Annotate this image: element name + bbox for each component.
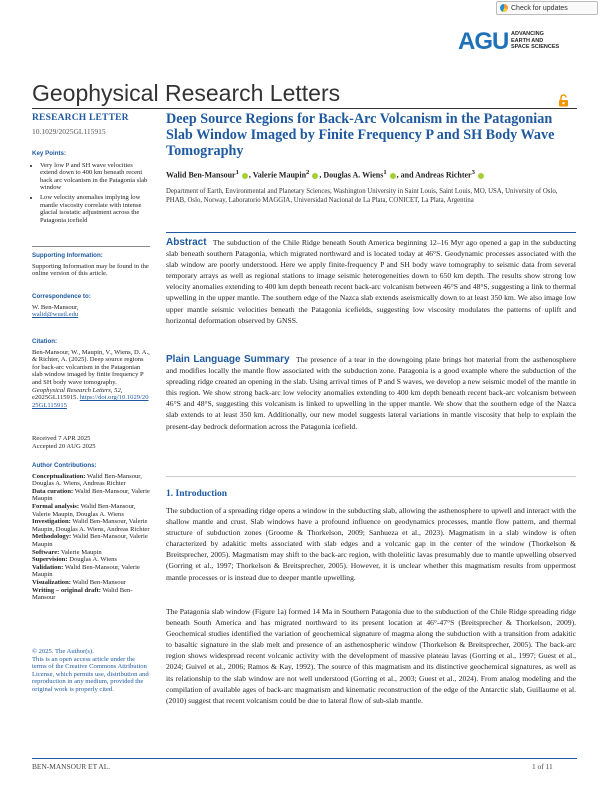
contribution-authors: Valerie Maupin bbox=[60, 548, 102, 556]
contributions-heading: Author Contributions: bbox=[32, 462, 97, 469]
article-type: RESEARCH LETTER bbox=[32, 113, 129, 123]
supporting-heading: Supporting Information: bbox=[32, 252, 103, 259]
abstract-text: The subduction of the Chile Ridge beneath South America beginning 12–16 Myr ago opened a gap in the subducting slab beneath southern Patagonia, which migrated northward and is located today at 46°S. Geodynamic processes associated with the slab window are poorly understood. Here we apply finite-frequency P and SH body wave tomography to seismic data from several temporary arrays as well as regional stations to image seismic heterogeneities down to 650 km depth. The results show strong low velocity anomalies extending to 400 km depth beneath recent back-arc volcanism between 46°S and 48°S, suggesting a link to thermal upwelling in the upper mantle. The southern edge of the Nazca slab extends aseismically down to at least 350 km. We also image low upper mantle seismic velocities beneath the Patagonia icefields, suggesting low viscosity modulates the patterns of uplift and horizontal deformation observed by GNSS. bbox=[166, 238, 576, 325]
abstract-heading: Abstract bbox=[166, 237, 207, 248]
orcid-icon[interactable] bbox=[312, 173, 318, 179]
contribution-role: Validation: bbox=[32, 563, 64, 571]
agu-logo: AGU bbox=[458, 28, 509, 55]
contribution-item bbox=[32, 473, 150, 488]
agu-tagline-1: ADVANCING bbox=[511, 31, 544, 37]
author-1[interactable]: Walid Ben-Mansour bbox=[166, 170, 236, 180]
contribution-authors: Walid Ben-Mansour, Valerie Maupin, Douglas A. Wiens bbox=[32, 502, 136, 518]
citation-journal: Geophysical Research Letters, 52, bbox=[32, 386, 123, 394]
supporting-info bbox=[32, 252, 150, 278]
orcid-icon[interactable] bbox=[242, 173, 248, 179]
key-points-heading: Key Points: bbox=[32, 150, 67, 157]
journal-title: Geophysical Research Letters bbox=[32, 80, 341, 106]
author-3-affil: 1 bbox=[383, 169, 387, 176]
correspondence-name: W. Ben-Mansour, bbox=[32, 303, 79, 311]
contribution-role: Data curation: bbox=[32, 487, 74, 495]
intro-paragraph-2: The Patagonia slab window (Figure 1a) formed 14 Ma in Southern Patagonia due to the subduction of the Chile Ridge spreading ridge beneath South America and has migrated northward to its present location at 46°-47°S (Breitsprecher & Thorkelson, 2009). Geochemical studies identified the variation of geochemical signature of magma along the subduction with a transition from adakitic to basaltic signature in the slab melt and presence of an asthenospheric window (Thorkelson & Breitsprecher, 2005). The back-arc region shows widespread recent volcanic activity with the development of massive plateau lavas (Gorring et al., 1997; Guest et al., 2024; Guivel et al., 2006; Ramos & Kay, 1992). The source of this magmatism and its distinctive geochemical signatures, as well as its relationship to the slab window are not well understood (Gorring et al., 2003; Guest et al., 2024). From analog modeling and the compilation of available ages of back-arc magmatism and kinematic reconstruction of the edge of the Antarctic slab, Guillaume et al. (2010) suggest that recent volcanism could be due to lateral flow of sub-slab mantle. bbox=[166, 607, 576, 705]
accepted-date: Accepted 20 AUG 2025 bbox=[32, 442, 96, 450]
key-points bbox=[32, 150, 150, 226]
citation bbox=[32, 338, 150, 409]
section-rule bbox=[166, 476, 576, 477]
citation-doi-link[interactable]: https://doi.org/10.1029/2025GL115915 bbox=[32, 394, 149, 409]
footer-rule bbox=[32, 758, 577, 759]
contribution-item bbox=[32, 503, 150, 518]
intro-heading: 1. Introduction bbox=[166, 489, 228, 499]
contribution-authors: Walid Ben-Mansour bbox=[72, 578, 126, 586]
contribution-item bbox=[32, 533, 150, 548]
contribution-role: Software: bbox=[32, 548, 60, 556]
check-updates-label: Check for updates bbox=[511, 4, 568, 12]
author-4-affil: 3 bbox=[471, 169, 475, 176]
dates bbox=[32, 435, 150, 450]
agu-tagline bbox=[511, 31, 559, 51]
author-contributions bbox=[32, 462, 150, 602]
contribution-authors: Walid Ben-Mansour, Valerie Maupin bbox=[32, 487, 150, 503]
intro-paragraph-1: The subduction of a spreading ridge opens a window in the subducting slab, allowing the asthenosphere to upwell and interact with the shallow mantle and crust. Slab windows have a profound influence on geodynamics processes, mantle flow pattern, and thermal structure of subduction zones (Groome & Thorkelson, 2009; Sanhueza et al., 2023). Magmatism in a slab window is often characterized by adakitic melts associated with slab edges and a volcanic gap in the center of the window (Thorkelson & Breitsprecher, 2005). Magmatism may shift to the back-arc region, with tholeiitic lavas presumably due to mantle upwelling observed (Gorring et al., 1997; Thorkelson & Breitsprecher, 2005). However, it is unclear whether this magmatism results from uppermost mantle processes or is instead due to deeper mantle upwelling. bbox=[166, 506, 576, 582]
agu-tagline-2: EARTH AND bbox=[511, 37, 544, 44]
contribution-item bbox=[32, 549, 150, 557]
contribution-authors: Walid Ben-Mansour, Valerie Maupin bbox=[32, 533, 148, 548]
contribution-item bbox=[32, 518, 150, 533]
contribution-authors: Walid Ben-Mansour, Valerie Maupin bbox=[32, 563, 140, 579]
contribution-authors: Walid Ben-Mansour, Valerie Maupin, Douglas A. Wiens, Andreas Richter bbox=[32, 518, 150, 533]
contribution-role: Visualization: bbox=[32, 578, 71, 586]
abstract-rule bbox=[166, 232, 576, 233]
author-3[interactable]: Douglas A. Wiens bbox=[323, 170, 384, 180]
correspondence bbox=[32, 293, 150, 319]
page-number: 1 of 11 bbox=[532, 762, 553, 771]
plain-language-summary bbox=[166, 354, 576, 432]
correspondence-email-link[interactable]: walid@wustl.edu bbox=[32, 311, 79, 319]
contribution-item bbox=[32, 488, 150, 503]
contribution-role: Conceptualization: bbox=[32, 472, 86, 480]
pls-text: The presence of a tear in the downgoing plate brings hot material from the asthenosphere and modifies locally the mantle flow associated with the subduction zone. Patagonia is a good example where the subduction of the spreading ridge created an opening in the slab. Using arrival times of P and S waves, we develop a new seismic model of the mantle in this region. We show strong back-arc low velocity anomalies extending to 400 km depth beneath recent back-arc volcanism between 46°S and 48°S, suggesting this volcanism is linked to upwelling in the upper mantle. We show that the southern edge of the Nazca slab extends to at least 350 km. Additionally, our new model suggests lateral variations in mantle viscosity that help to explain the present-day bedrock deformation across the Patagonia icefield. bbox=[166, 355, 576, 431]
orcid-icon[interactable] bbox=[478, 173, 484, 179]
contribution-role: Supervision: bbox=[32, 556, 68, 564]
contribution-role: Formal analysis: bbox=[32, 502, 80, 510]
affiliations: Department of Earth, Environmental and Planetary Sciences, Washington University in Saint Louis, Saint Louis, MO, USA, University of Oslo, PHAB, Oslo, Norway, Laboratorio MAGGIA, Universidad Nacional de La Plata, CONICET, La Plata, Argentina bbox=[166, 188, 558, 205]
author-2[interactable]: Valerie Maupin bbox=[252, 170, 307, 180]
citation-text: Ben-Mansour, W., Maupin, V., Wiens, D. A., & Richter, A. (2025). Deep source regions for back-arc volcanism in the Patagonian slab window imaged by finite frequency P and SH body wave tomography. bbox=[32, 348, 150, 386]
received-date: Received 7 APR 2025 bbox=[32, 435, 91, 442]
contribution-role: Methodology: bbox=[32, 533, 72, 541]
header-rule bbox=[32, 108, 577, 109]
crossmark-icon bbox=[500, 4, 508, 12]
contribution-item bbox=[32, 579, 150, 587]
correspondence-heading: Correspondence to: bbox=[32, 293, 91, 300]
copyright: © 2025. The Author(s). bbox=[32, 648, 94, 655]
license-text[interactable]: This is an open access article under the terms of the Creative Commons Attribution License, which permits use, distribution and reproduction in any medium, provided the original work is properly cited. bbox=[32, 655, 149, 693]
citation-heading: Citation: bbox=[32, 338, 58, 345]
contributions-list bbox=[32, 473, 150, 602]
abstract bbox=[166, 237, 576, 326]
contribution-authors: Walid Ben-Mansour, Douglas A. Wiens, Andreas Richter bbox=[32, 472, 142, 488]
key-point-1: • Very low P and SH wave velocities extend down to 400 km beneath recent back arc volcanism in the Patagonia slab window bbox=[40, 162, 150, 192]
citation-id: e2025GL115915. bbox=[32, 394, 79, 402]
orcid-icon[interactable] bbox=[390, 173, 396, 179]
license-block bbox=[32, 648, 150, 694]
author-list: Walid Ben-Mansour$^1$ , Valerie Maupin$^2$ , Douglas A. Wiens$^1$ , and Andreas Richter$^3$ bbox=[166, 169, 576, 180]
article-title: Deep Source Regions for Back-Arc Volcanism in the Patagonian Slab Window Imaged by Finite Frequency P and SH Body Wave Tomography bbox=[166, 111, 555, 159]
contribution-item bbox=[32, 556, 150, 564]
contribution-role: Investigation: bbox=[32, 518, 71, 526]
key-point-2: • Low velocity anomalies implying low mantle viscosity correlate with intense glacial isostatic adjustment across the Patagonia icefield bbox=[40, 194, 150, 224]
open-access-icon bbox=[557, 94, 570, 107]
supporting-text: Supporting Information may be found in the online version of this article. bbox=[32, 262, 149, 278]
author-4[interactable]: and Andreas Richter bbox=[400, 170, 472, 180]
agu-tagline-3: SPACE SCIENCES bbox=[511, 44, 560, 50]
author-2-affil: 2 bbox=[306, 169, 310, 176]
pls-heading: Plain Language Summary bbox=[166, 354, 290, 365]
contribution-authors: Walid Ben-Mansour bbox=[32, 586, 133, 602]
article-doi: 10.1029/2025GL115915 bbox=[32, 127, 106, 136]
contribution-authors: Douglas A. Wiens bbox=[69, 556, 117, 564]
contribution-role: Writing – original draft: bbox=[32, 586, 101, 594]
sidebar-divider bbox=[32, 246, 150, 247]
check-for-updates-button[interactable] bbox=[496, 1, 598, 15]
contribution-item bbox=[32, 564, 150, 579]
contribution-item bbox=[32, 587, 150, 602]
footer-authors: BEN-MANSOUR ET AL. bbox=[32, 762, 111, 771]
author-1-affil: 1 bbox=[235, 169, 239, 176]
